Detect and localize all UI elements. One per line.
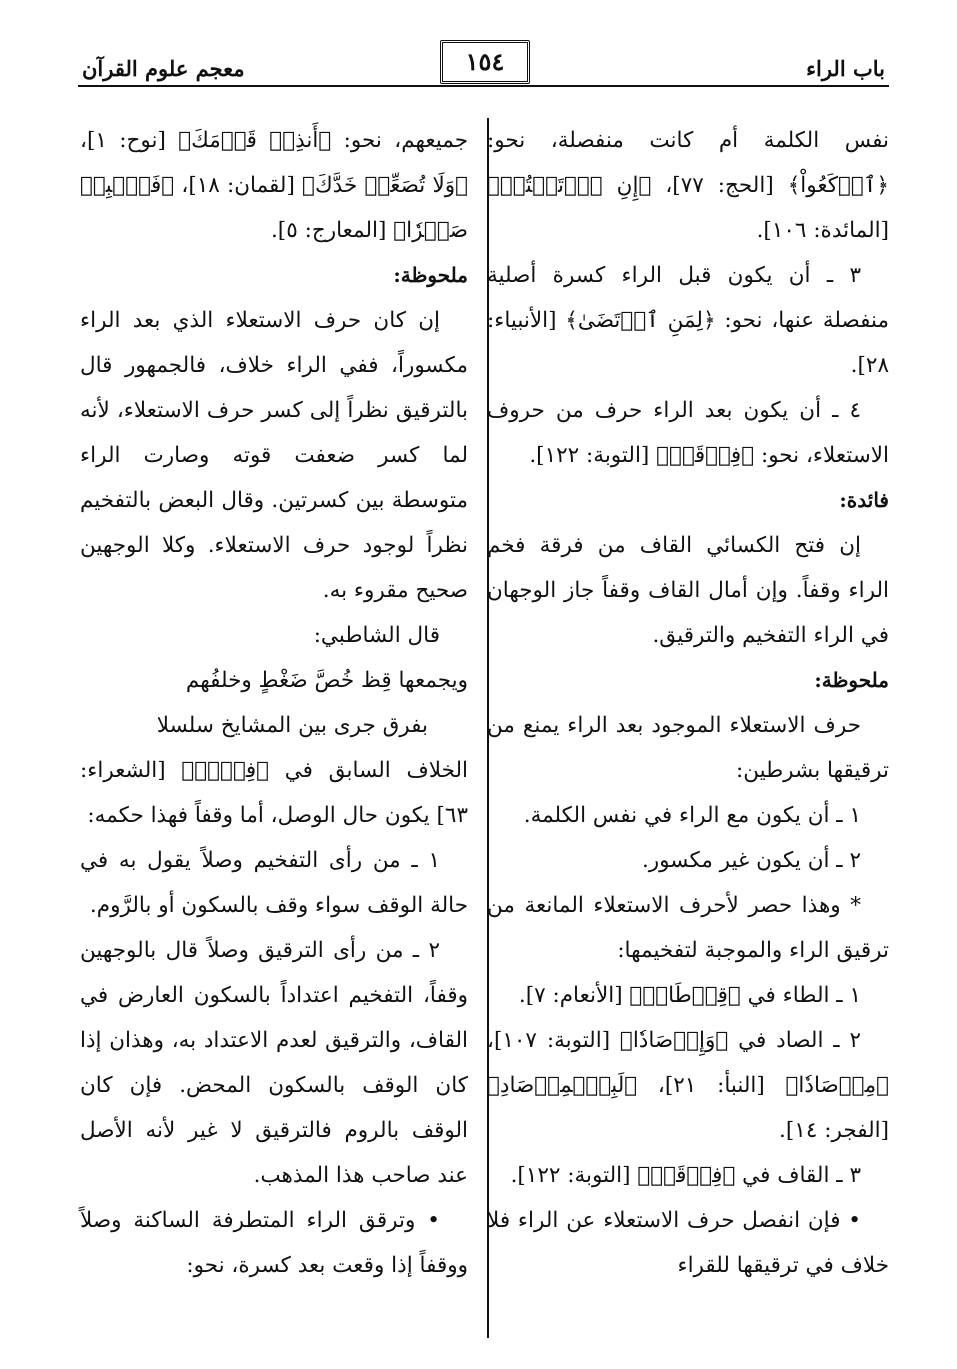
paragraph: جميعهم، نحو: ﴿أَنذِرۡ قَوۡمَكَ﴾ [نوح: ١]، ﴿وَلَا تُصَعِّرۡ خَدَّكَ﴾ [لقمان: ١٨]، ﴿فَٱصۡبِرۡ صَبۡرٗا﴾ [المعارج: ٥]. — [80, 128, 469, 243]
chapter-title: باب الراء — [806, 56, 885, 81]
paragraph: ١ ـ الطاء في ﴿قِرۡطَاسٖ﴾ [الأنعام: ٧]. — [518, 983, 861, 1008]
left-column — [80, 118, 468, 1288]
paragraph: ١ ـ من رأى التفخيم وصلاً يقول به في حالة الوقف سواء وقف بالسكون أو بالرَّوم. — [80, 848, 468, 918]
page-header — [78, 38, 889, 92]
book-title: معجم علوم القرآن — [82, 56, 245, 81]
paragraph: ٢ ـ الصاد في ﴿وَإِرۡصَادٗا﴾ [التوبة: ١٠٧]، ﴿مِرۡصَادٗا﴾ [النبأ: ٢١]، ﴿لَبِٱلۡمِرۡصَادِ﴾ [الفجر: ١٤]. — [487, 1028, 889, 1143]
poem-verse: بفرق جرى بين المشايخ سلسلا — [156, 713, 428, 738]
poem-verse: ويجمعها قِظ خُصَّ ضَغْطٍ وخلفُهم — [185, 668, 468, 693]
paragraph: * وهذا حصر لأحرف الاستعلاء المانعة من ترقيق الراء والموجبة لتفخيمها: — [487, 893, 889, 963]
paragraph: ٣ ـ القاف في ﴿فِرۡقَةٖ﴾ [التوبة: ١٢٢]. — [510, 1163, 861, 1188]
paragraph: إن فتح الكسائي القاف من فرقة فخم الراء وقفاً. وإن أمال القاف وقفاً جاز الوجهان في الراء التفخيم والترقيق. — [487, 533, 889, 648]
paragraph: إن كان حرف الاستعلاء الذي بعد الراء مكسوراً، ففي الراء خلاف، فالجمهور قال بالترقيق نظراً إلى كسر حرف الاستعلاء، لأنه لما كسر ضعفت قوته وصارت الراء متوسطة بين كسرتين. وقال البعض بالتفخيم نظراً لوجود حرف الاستعلاء. وكلا الوجهين صحيح مقروء به. — [80, 308, 468, 603]
header-rule — [78, 85, 889, 87]
column-divider — [487, 118, 489, 1338]
page-number: ١٥٤ — [440, 40, 530, 84]
paragraph: ١ ـ أن يكون مع الراء في نفس الكلمة. — [523, 803, 861, 828]
paragraph: ٢ ـ من رأى الترقيق وصلاً قال بالوجهين وقفاً، التفخيم اعتداداً بالسكون العارض في القاف، والترقيق لعدم الاعتداد به، وهذان إذا كان الوقف بالسكون المحض. فإن كان الوقف بالروم فالترقيق لا غير لأنه الأصل عند صاحب هذا المذهب. — [80, 938, 468, 1188]
paragraph: حرف الاستعلاء الموجود بعد الراء يمنع من ترقيقها بشرطين: — [487, 713, 889, 783]
paragraph: ٢ ـ أن يكون غير مكسور. — [641, 848, 861, 873]
paragraph: الخلاف السابق في ﴿فِرۡقٖ﴾ [الشعراء: ٦٣] يكون حال الوصل، أما وقفاً فهذا حكمه: — [80, 758, 468, 828]
paragraph: ٤ ـ أن يكون بعد الراء حرف من حروف الاستعلاء، نحو: ﴿فِرۡقَةٖ﴾ [التوبة: ١٢٢]. — [487, 398, 889, 468]
paragraph: نفس الكلمة أم كانت منفصلة، نحو: ﴿ٱرۡكَعُواْ﴾ [الحج: ٧٧]، ﴿إِنِ ٱرۡتَبۡتُمۡ﴾ [المائدة: ١٠٦]. — [487, 128, 889, 243]
right-column — [487, 118, 889, 1288]
paragraph: ٣ ـ أن يكون قبل الراء كسرة أصلية منفصلة عنها، نحو: ﴿لِمَنِ ٱرۡتَضَىٰ﴾ [الأنبياء: ٢٨]. — [487, 263, 889, 378]
paragraph: قال الشاطبي: — [313, 623, 440, 648]
paragraph: • فإن انفصل حرف الاستعلاء عن الراء فلا خلاف في ترقيقها للقراء — [487, 1208, 889, 1278]
section-heading: ملحوظة: — [393, 263, 468, 287]
section-heading: ملحوظة: — [814, 668, 889, 692]
section-heading: فائدة: — [839, 488, 889, 512]
paragraph: • وترقق الراء المتطرفة الساكنة وصلاً ووقفاً إذا وقعت بعد كسرة، نحو: — [80, 1208, 468, 1278]
